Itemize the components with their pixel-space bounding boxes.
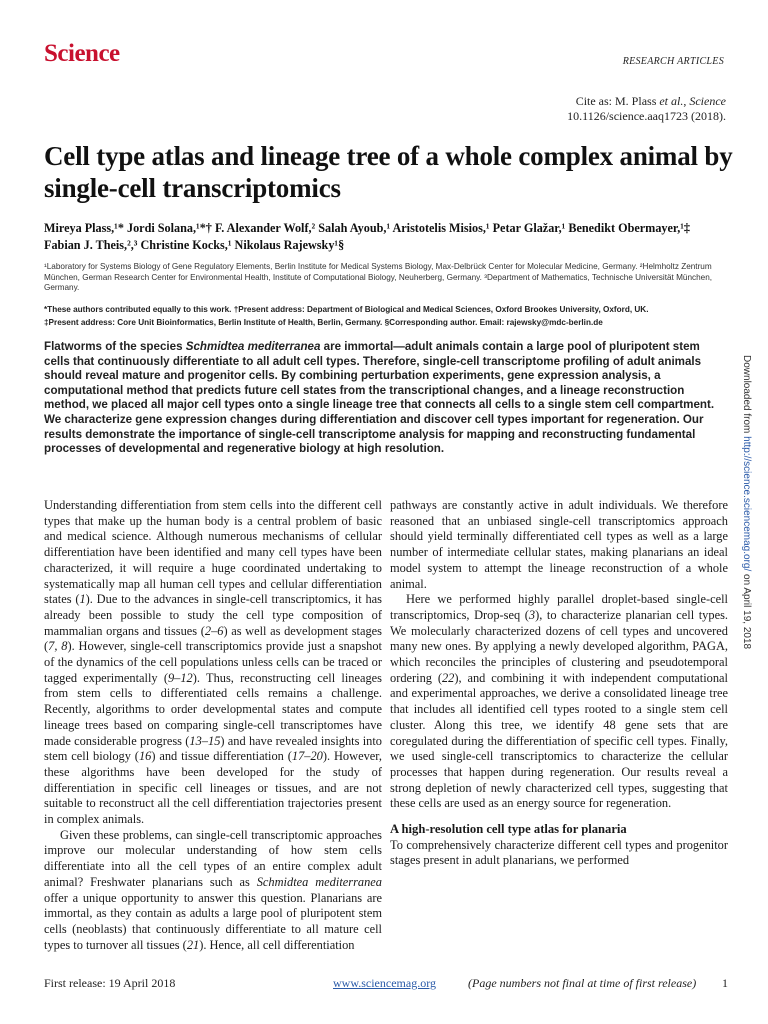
text-run: ), to characterize planarian cell types. We molecularly characterized dozens of cell types and uncovered many new ones. By applying a newly developed algorithm, PAGA, which reconciles the principles of clustering and pseudotemporal ordering ( xyxy=(390,607,728,685)
download-notice-post: on April 19, 2018 xyxy=(741,571,752,650)
abstract xyxy=(44,340,720,457)
journal-logo: Science xyxy=(44,40,120,67)
download-notice xyxy=(741,355,752,675)
author-note-1: *These authors contributed equally to this work. †Present address: Department of Biological and Medical Sciences, Oxford Brookes University, Oxford, UK. xyxy=(44,305,649,314)
text-run: ). Hence, all cell differentiation xyxy=(199,937,355,952)
section-label: RESEARCH ARTICLES xyxy=(622,56,724,67)
text-run: ). Thus, reconstructing cell lineages from stem cells to differentiated cells remains a challenge. Recently, algorithms to order developmental states and compute lineage trees based on comparing single-cell transcriptomes have made considerable progress ( xyxy=(44,670,382,748)
author-list: Mireya Plass,¹* Jordi Solana,¹*† F. Alexander Wolf,² Salah Ayoub,¹ Aristotelis Misios,¹ Petar Glažar,¹ Benedikt Obermayer,¹‡ Fabian J. Theis,²,³ Christine Kocks,¹ Nikolaus Rajewsky¹§ xyxy=(44,221,691,252)
species-name: Schmidtea mediterranea xyxy=(256,874,382,889)
release-date: First release: 19 April 2018 xyxy=(44,976,176,990)
text-run: ), and combining it with independent computational and experimental approaches, we derive a consolidated lineage tree that includes all identified cell types rooted to a single stem cell cluster. Along this tree, we identify 48 gene sets that are coregulated during the differentiation of specific cell types. Finally, we used single-cell transcriptomics to characterize the cellular processes that happen during regeneration. Our results reveal a strong depletion of newly characterized cell types, suggesting that these cells are used as an energy source for regeneration. xyxy=(390,670,728,811)
abstract-post: are immortal—adult animals contain a large pool of pluripotent stem cells that continuously differentiate to all adult cell types. Therefore, single-cell transcriptome profiling of adult animals should reveal mature and progenitor cells. By combining perturbation experiments, gene expression analysis, a computational method that predicts future cell states from the transcriptional changes, and a lineage reconstruction method, we placed all major cell types onto a single lineage tree that connects all cells to a single stem cell compartment. We characterize gene expression changes during differentiation and discover cell types important for regeneration. Our results demonstrate the importance of single-cell transcriptome analysis for mapping and reconstructing fundamental processes of developmental and regenerative biology at high resolution. xyxy=(44,340,715,456)
reference: 9–12 xyxy=(167,670,193,685)
body-column-right xyxy=(390,498,728,869)
site-link[interactable]: www.sciencemag.org xyxy=(333,976,436,990)
author-notes xyxy=(44,304,724,329)
affiliations: ¹Laboratory for Systems Biology of Gene Regulatory Elements, Berlin Institute for Medical Systems Biology, Max-Delbrück Center for Molecular Medicine, Germany. ²Helmholtz Zentrum München, German Research Center for Environmental Health, Institute of Computational Biology, Neuherberg, Germany. ³Department of Mathematics, Technische Universität München, Germany. xyxy=(44,262,713,292)
text-run: ). However, these algorithms have been developed for the study of differentiation in specific cell lineages or tissues, and are not suitable to reconstruct all the cell differentiation trajectories present in complex animals. xyxy=(44,749,382,827)
body-paragraph-3 xyxy=(390,592,728,812)
reference: 16 xyxy=(138,749,152,764)
author-note-2: ‡Present address: Core Unit Bioinformatics, Berlin Institute of Health, Berlin, Germany. §Corresponding author. Email: rajewsky@mdc-berlin.de xyxy=(44,317,603,327)
reference: 17–20 xyxy=(291,749,323,764)
section-heading: A high-resolution cell type atlas for planaria xyxy=(390,822,627,837)
text-run: ). However, single-cell transcriptomics provide just a snapshot of the dynamics of the cell populations unless cells can be traced or tagged experimentally ( xyxy=(44,639,382,685)
reference: 22 xyxy=(441,670,455,685)
text-run: ) and tissue differentiation ( xyxy=(151,749,292,764)
cite-etal: et al. xyxy=(659,94,684,108)
reference: 13–15 xyxy=(189,733,221,748)
text-run: Understanding differentiation from stem cells into the different cell types that make up the human body is a central problem of basic and medical science. Although numerous mechanisms of cellular differentiation have been identified and many cell types have been characterized, it will require a huge coordinated undertaking to systematically map all human cell types and cellular differentiation states ( xyxy=(44,498,382,607)
text-run: Given these problems, can single-cell transcriptomic approaches improve our molecular understanding of how stem cells differentiate into all the cell types of an entire complex adult animal? Freshwater planarians such as xyxy=(44,827,382,889)
citation-block xyxy=(567,94,726,124)
download-notice-pre: Downloaded from xyxy=(741,355,752,437)
article-title: Cell type atlas and lineage tree of a whole complex animal by single-cell transcriptomics xyxy=(44,141,733,203)
body-paragraph-1 xyxy=(44,498,382,828)
page-number-note: (Page numbers not final at time of first release) xyxy=(468,976,697,990)
body-column-left xyxy=(44,498,382,953)
reference: 3 xyxy=(528,607,536,622)
reference: 21 xyxy=(186,937,200,952)
download-link[interactable]: http://science.sciencemag.org/ xyxy=(741,436,752,572)
text-run: pathways are constantly active in adult individuals. We therefore reasoned that an unbiased single-cell transcriptomics approach should yield terminally differentiated cell types as well as a large number of intermediate cellular states, making planarians an ideal model system to attempt the lineage reconstruction of a whole animal. xyxy=(390,498,728,591)
abstract-species: Schmidtea mediterranea xyxy=(185,340,321,353)
text-run: offer a unique opportunity to answer this question. Planarians are immortal, as they contain as adults a large pool of pluripotent stem cells (neoblasts) that continuously differentiate to all mature cell types to turnover all tissues ( xyxy=(44,890,382,952)
text-run: ) as well as development stages ( xyxy=(44,623,382,654)
text-run: ). Due to the advances in single-cell transcriptomics, it has already been possible to study the cell type composition of mammalian organs and tissues ( xyxy=(44,592,382,638)
cite-doi: 10.1126/science.aaq1723 (2018). xyxy=(567,109,726,123)
reference: 1 xyxy=(79,592,86,607)
reference: 7, 8 xyxy=(48,639,68,654)
cite-journal: Science xyxy=(689,94,726,108)
text-run: Here we performed highly parallel droplet-based single-cell transcriptomics, Drop-seq ( xyxy=(390,592,728,622)
text-run: ) and have revealed insights into stem cell biology ( xyxy=(44,733,382,764)
body-paragraph-4: To comprehensively characterize different cell types and progenitor stages present in adult planarians, we performed xyxy=(390,837,728,868)
cite-prefix: Cite as: M. Plass xyxy=(575,94,660,108)
cite-sep: , xyxy=(683,94,690,108)
body-paragraph-2-continued xyxy=(390,498,728,592)
abstract-pre: Flatworms of the species xyxy=(44,340,186,353)
body-paragraph-2 xyxy=(44,828,382,954)
reference: 2–6 xyxy=(204,623,224,638)
page-number: 1 xyxy=(722,976,728,990)
page-footer xyxy=(44,976,728,992)
